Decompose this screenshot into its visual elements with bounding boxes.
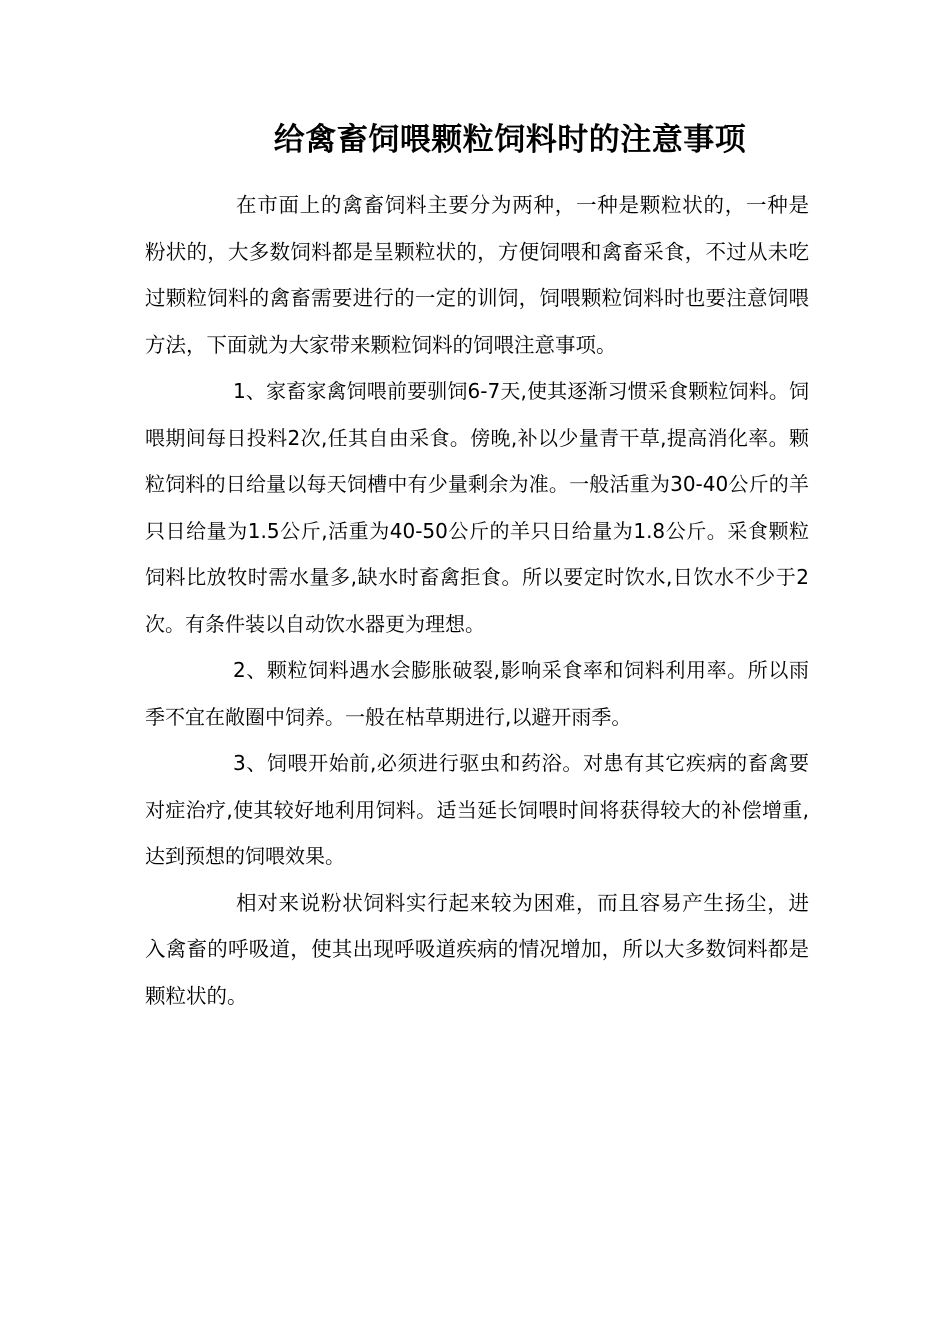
document-body <box>145 182 809 1019</box>
paragraph-point-3: 3、饲喂开始前,必须进行驱虫和药浴。对患有其它疾病的畜禽要对症治疗,使其较好地利用饲料。适当延长饲喂时间将获得较大的补偿增重,达到预想的饲喂效果。 <box>145 751 809 868</box>
paragraph-point-2: 2、颗粒饲料遇水会膨胀破裂,影响采食率和饲料利用率。所以雨季不宜在敞圈中饲养。一般在枯草期进行,以避开雨季。 <box>145 658 809 729</box>
paragraph-conclusion: 相对来说粉状饲料实行起来较为困难，而且容易产生扬尘，进入禽畜的呼吸道，使其出现呼吸道疾病的情况增加，所以大多数饲料都是颗粒状的。 <box>145 890 809 1008</box>
document-title: 给禽畜饲喂颗粒饲料时的注意事项 <box>273 122 747 158</box>
paragraph-intro: 在市面上的禽畜饲料主要分为两种，一种是颗粒状的，一种是粉状的，大多数饲料都是呈颗粒状的，方便饲喂和禽畜采食，不过从未吃过颗粒饲料的禽畜需要进行的一定的训饲，饲喂颗粒饲料时也要注意饲喂方法，下面就为大家带来颗粒饲料的饲喂注意事项。 <box>145 193 809 357</box>
paragraph-point-1: 1、家畜家禽饲喂前要驯饲6-7天,使其逐渐习惯采食颗粒饲料。饲喂期间每日投料2次,任其自由采食。傍晚,补以少量青干草,提高消化率。颗粒饲料的日给量以每天饲槽中有少量剩余为准。一般活重为30-40公斤的羊只日给量为1.5公斤,活重为40-50公斤的羊只日给量为1.8公斤。采食颗粒饲料比放牧时需水量多,缺水时畜禽拒食。所以要定时饮水,日饮水不少于2次。有条件装以自动饮水器更为理想。 <box>145 379 809 636</box>
